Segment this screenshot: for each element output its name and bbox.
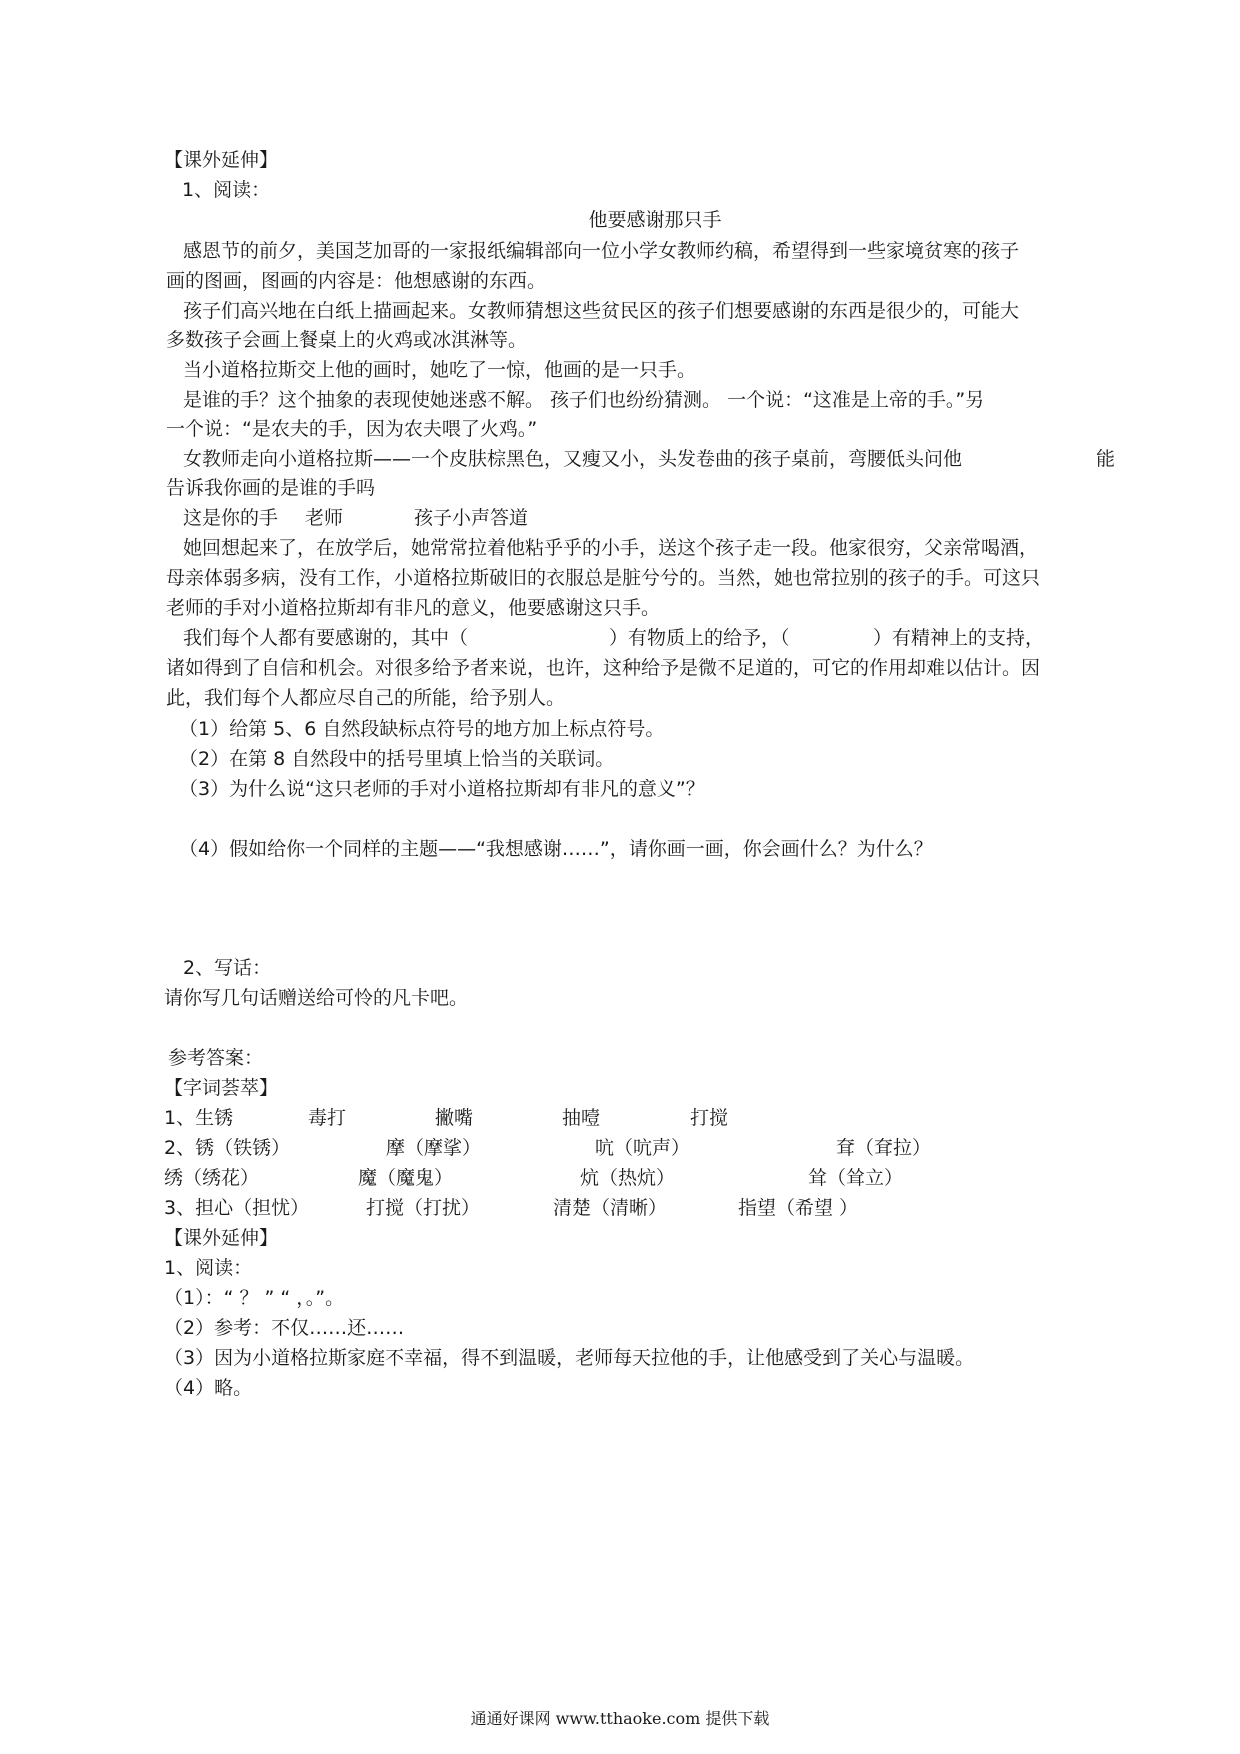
paragraph-2-line-2: 多数孩子会画上餐桌上的火鸡或冰淇淋等。 [166, 329, 528, 351]
answer-2-item-3: 吭（吭声） [595, 1137, 691, 1159]
paragraph-4-line-2: 一个说：“是农夫的手，因为农夫喂了火鸡。” [166, 418, 538, 440]
paragraph-7-line-2: 母亲体弱多病，没有工作，小道格拉斯破旧的衣服总是脏兮兮的。当然，她也常拉别的孩子的手。可这只 [166, 567, 1041, 589]
paragraph-5-text: 女教师走向小道格拉斯——一个皮肤棕黑色，又瘦又小，头发卷曲的孩子桌前，弯腰低头问他 [183, 448, 963, 470]
answer-1-item-5: 打搅 [690, 1107, 729, 1129]
paragraph-3: 当小道格拉斯交上他的画时，她吃了一惊，他画的是一只手。 [183, 359, 697, 381]
answer-4-item-2: 打搅（打扰） [366, 1197, 481, 1219]
answer-reading-1: （1）：“ ？ ” “ ，。”。 [164, 1287, 345, 1309]
paragraph-1-line-2: 画的图画，图画的内容是：他想感谢的东西。 [166, 270, 547, 292]
paragraph-8-part-1: 我们每个人都有要感谢的，其中（ [183, 627, 469, 649]
answers-ext-heading: 【课外延伸】 [164, 1227, 279, 1249]
story-title: 他要感谢那只手 [588, 209, 722, 231]
answer-1-item-4: 抽噎 [562, 1107, 601, 1129]
answer-1-item-1: 1、生锈 [164, 1107, 234, 1129]
answer-2-item-4: 耷（耷拉） [836, 1137, 932, 1159]
paragraph-8-part-3: ）有精神上的支持， [873, 627, 1045, 649]
writing-prompt: 请你写几句话赠送给可怜的凡卡吧。 [164, 987, 469, 1009]
answer-2-item-1: 2、锈（铁锈） [164, 1137, 291, 1159]
paragraph-1-line-1: 感恩节的前夕，美国芝加哥的一家报纸编辑部向一位小学女教师约稿，希望得到一些家境贫寒的孩子 [183, 240, 1020, 262]
paragraph-5-end: 能 [1096, 448, 1116, 470]
question-3: （3）为什么说“这只老师的手对小道格拉斯却有非凡的意义”？ [179, 778, 705, 800]
paragraph-7-line-1: 她回想起来了，在放学后，她常常拉着他粘乎乎的小手，送这个孩子走一段。他家很穷，父亲常喝酒， [183, 537, 1039, 559]
paragraph-7-line-3: 老师的手对小道格拉斯却有非凡的意义，他要感谢这只手。 [166, 597, 661, 619]
question-2: （2）在第 8 自然段中的括号里填上恰当的关联词。 [179, 748, 615, 770]
answer-1-item-3: 撇嘴 [435, 1107, 474, 1129]
question-4: （4）假如给你一个同样的主题——“我想感谢……”，请你画一画，你会画什么？为什么？ [179, 838, 933, 860]
section-heading-extension: 【课外延伸】 [164, 149, 279, 171]
paragraph-6-part-3: 孩子小声答道 [414, 507, 529, 529]
answer-3-item-1: 绣（绣花） [164, 1167, 260, 1189]
answer-reading-3: （3）因为小道格拉斯家庭不幸福，得不到温暖，老师每天拉他的手，让他感受到了关心与温暖。 [164, 1347, 975, 1369]
paragraph-6-part-2: 老师 [305, 507, 344, 529]
page-footer: 通通好课网 www.tthaoke.com 提供下载 [470, 1709, 770, 1728]
paragraph-2-line-1: 孩子们高兴地在白纸上描画起来。女教师猜想这些贫民区的孩子们想要感谢的东西是很少的，可能大 [183, 300, 1020, 322]
answers-title: 参考答案： [168, 1047, 264, 1069]
answer-4-item-4: 指望（希望 ） [738, 1197, 859, 1219]
paragraph-4-line-1: 是谁的手？这个抽象的表现使她迷惑不解。 孩子们也纷纷猜测。 一个说：“这准是上帝的手。”另 [183, 389, 985, 411]
paragraph-8-part-2: ）有物质上的给予，（ [609, 627, 790, 649]
answer-4-item-1: 3、担心（担忧） [164, 1197, 310, 1219]
writing-label: 2、写话： [183, 957, 272, 979]
answer-3-item-4: 耸（耸立） [808, 1167, 904, 1189]
answer-reading-4: （4）略。 [164, 1377, 253, 1399]
answer-1-item-2: 毒打 [308, 1107, 347, 1129]
paragraph-8-line-3: 此，我们每个人都应尽自己的所能，给予别人。 [166, 687, 566, 709]
paragraph-8-line-2: 诸如得到了自信和机会。对很多给予者来说，也许，这种给予是微不足道的，可它的作用却难以估计。因 [166, 657, 1041, 679]
answer-4-item-3: 清楚（清晰） [553, 1197, 668, 1219]
answers-reading-label: 1、阅读： [164, 1257, 253, 1279]
paragraph-5-line-2: 告诉我你画的是谁的手吗 [166, 477, 376, 499]
answer-3-item-3: 炕（热炕） [580, 1167, 676, 1189]
answers-zici-heading: 【字词荟萃】 [164, 1077, 279, 1099]
answer-2-item-2: 摩（摩挲） [386, 1137, 482, 1159]
reading-label: 1、阅读： [182, 179, 271, 201]
question-1: （1）给第 5、6 自然段缺标点符号的地方加上标点符号。 [179, 718, 665, 740]
paragraph-6-part-1: 这是你的手 [183, 507, 279, 529]
answer-reading-2: （2）参考：不仅……还…… [164, 1317, 405, 1339]
answer-3-item-2: 魔（魔鬼） [358, 1167, 454, 1189]
